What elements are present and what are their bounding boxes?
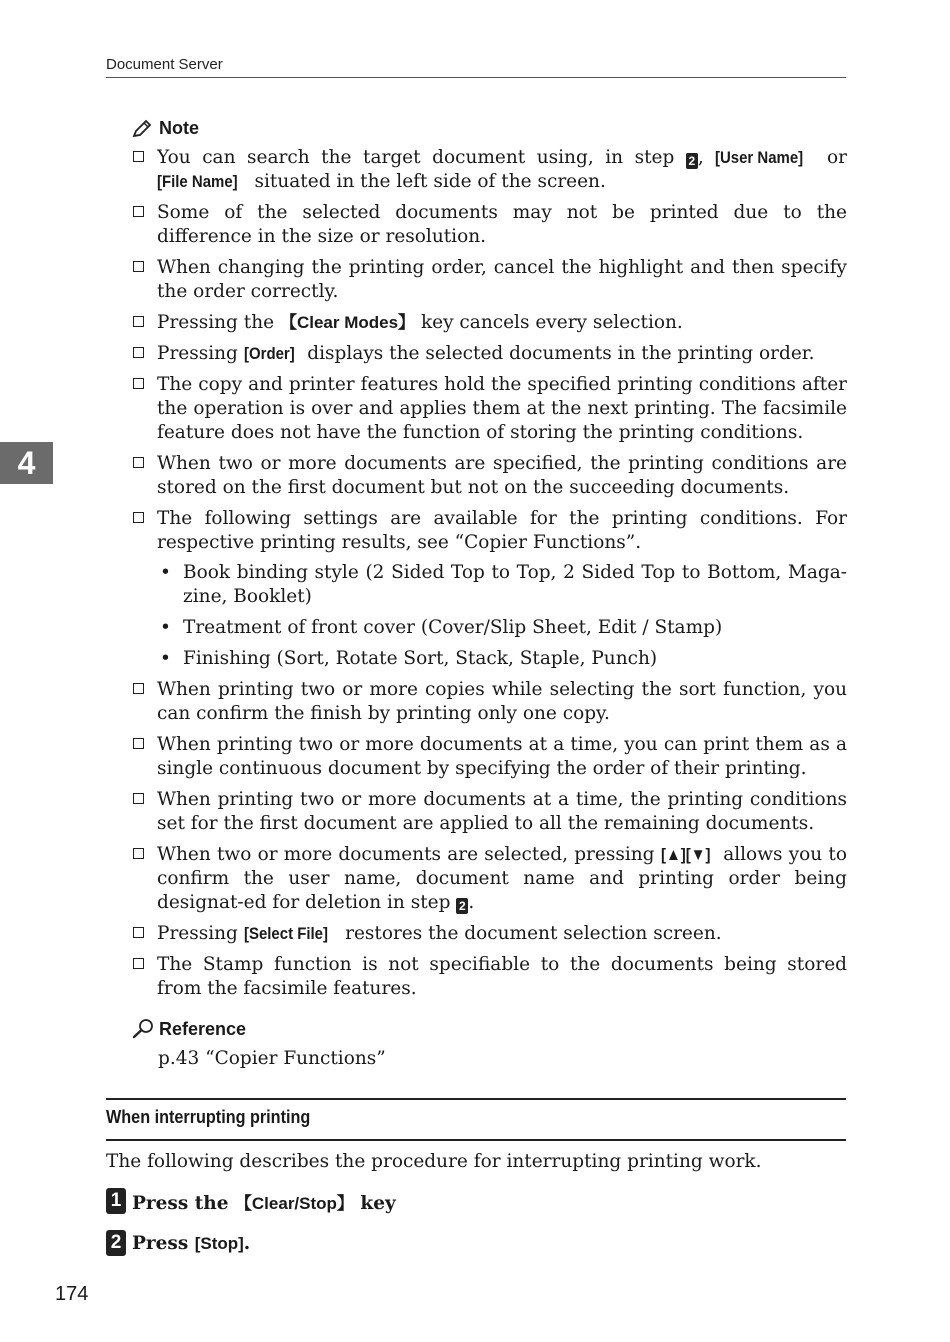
note-list: [131, 146, 847, 1008]
step-text: .: [243, 1232, 251, 1254]
bullet-list: [157, 561, 847, 671]
user-name-key: [User Name]: [715, 148, 804, 167]
magnifier-icon: [131, 1018, 155, 1040]
note-text: When two or more documents are selected, pressing: [157, 844, 661, 865]
note-text: You can search the target document using, in step: [157, 147, 686, 168]
bullet-item: [157, 561, 847, 609]
section-rule-bottom: [106, 1139, 846, 1141]
note-item: [131, 733, 847, 781]
note-text: Pressing the: [157, 312, 280, 333]
step-text: Press: [132, 1232, 195, 1254]
section-intro: The following describes the procedure for interrupting printing work.: [106, 1151, 762, 1172]
reference-heading: [131, 1018, 246, 1040]
checkbox-icon: [133, 958, 144, 969]
note-text: Pressing: [157, 923, 244, 944]
note-text: The Stamp function is not specifiable to the documents being stored from the facsimile features.: [157, 954, 847, 999]
checkbox-icon: [133, 927, 144, 938]
checkbox-icon: [133, 316, 144, 327]
bullet-icon: •: [160, 617, 171, 638]
checkbox-icon: [133, 151, 144, 162]
step-2-icon: 2: [456, 898, 468, 914]
checkbox-icon: [133, 378, 144, 389]
arrow-keys: [▲][▼]: [660, 845, 711, 864]
note-item: [131, 201, 847, 249]
note-text: .: [468, 892, 475, 913]
checkbox-icon: [133, 206, 144, 217]
note-text: When printing two or more documents at a time, the printing conditions set for the first document are applied to all the remaining documents.: [157, 789, 847, 834]
note-text: allows you to confirm the user name, document name and printing order being designat-ed for deletion in step: [157, 844, 847, 913]
bullet-icon: •: [160, 562, 171, 583]
note-item: [131, 342, 847, 366]
step-2-icon: 2: [686, 153, 698, 169]
section-title: When interrupting printing: [106, 1107, 311, 1127]
header-rule: [106, 77, 846, 78]
checkbox-icon: [133, 457, 144, 468]
note-text: situated in the left side of the screen.: [248, 171, 606, 192]
note-item: [131, 452, 847, 500]
checkbox-icon: [133, 738, 144, 749]
select-file-key: [Select File]: [243, 924, 328, 943]
note-text: Pressing: [157, 343, 244, 364]
step-text: Press the: [132, 1192, 235, 1214]
note-text: Some of the selected documents may not be printed due to the difference in the size or resolution.: [157, 202, 847, 247]
note-item: [131, 507, 847, 671]
step-2-icon: 2: [106, 1230, 126, 1256]
step-1-icon: 1: [106, 1188, 126, 1214]
checkbox-icon: [133, 793, 144, 804]
reference-heading-label: Reference: [159, 1018, 247, 1039]
file-name-key: [File Name]: [157, 172, 238, 191]
bullet-item: [157, 647, 847, 671]
chapter-tab: 4: [0, 442, 53, 484]
note-text: restores the document selection screen.: [339, 923, 722, 944]
checkbox-icon: [133, 683, 144, 694]
bullet-text: Finishing (Sort, Rotate Sort, Stack, Staple, Punch): [183, 648, 658, 669]
bullet-text: Treatment of front cover (Cover/Slip Sheet, Edit / Stamp): [183, 617, 723, 638]
note-text: The following settings are available for the printing conditions. For respective printing results, see “Copier Functions”.: [157, 508, 847, 553]
note-heading-label: Note: [159, 118, 199, 138]
checkbox-icon: [133, 848, 144, 859]
note-text: The copy and printer features hold the specified printing conditions after the operation is over and applies them at the next printing. The facsimile feature does not have the function of storing the printing conditions.: [157, 374, 847, 443]
page-number: 174: [55, 1283, 89, 1305]
note-text: ,: [697, 147, 716, 168]
note-text: key cancels every selection.: [415, 312, 683, 333]
order-key: [Order]: [243, 344, 295, 363]
note-item: [131, 311, 847, 335]
note-text: When changing the printing order, cancel the highlight and then specify the order correctly.: [157, 257, 847, 302]
note-text: When two or more documents are specified, the printing conditions are stored on the first document but not on the succeeding documents.: [157, 453, 847, 498]
step-2: [106, 1230, 250, 1256]
clear-stop-key: 【Clear/Stop】: [234, 1193, 354, 1213]
note-item: [131, 953, 847, 1001]
note-text: When printing two or more documents at a time, you can print them as a single continuous document by specifying the order of their printing.: [157, 734, 847, 779]
step-1: [106, 1188, 396, 1214]
pencil-icon: [131, 119, 153, 139]
stop-key: [Stop]: [194, 1233, 244, 1253]
checkbox-icon: [133, 512, 144, 523]
note-item: [131, 256, 847, 304]
note-item: [131, 843, 847, 915]
clear-modes-key: 【Clear Modes】: [279, 313, 416, 332]
note-text: When printing two or more copies while selecting the sort function, you can confirm the finish by printing only one copy.: [157, 679, 847, 724]
checkbox-icon: [133, 261, 144, 272]
running-header: Document Server: [106, 56, 223, 73]
note-item: [131, 373, 847, 445]
note-heading: [131, 118, 199, 139]
section-rule-top: [106, 1098, 846, 1100]
note-item: [131, 788, 847, 836]
note-item: [131, 146, 847, 194]
note-item: [131, 922, 847, 946]
note-item: [131, 678, 847, 726]
bullet-item: [157, 616, 847, 640]
note-text: displays the selected documents in the printing order.: [301, 343, 815, 364]
bullet-icon: •: [160, 648, 171, 669]
note-text: or: [815, 147, 848, 168]
checkbox-icon: [133, 347, 144, 358]
bullet-text: Book binding style (2 Sided Top to Top, 2 Sided Top to Bottom, Maga-zine, Booklet): [183, 562, 847, 607]
step-text: key: [353, 1192, 396, 1214]
reference-link: p.43 “Copier Functions”: [158, 1048, 386, 1069]
